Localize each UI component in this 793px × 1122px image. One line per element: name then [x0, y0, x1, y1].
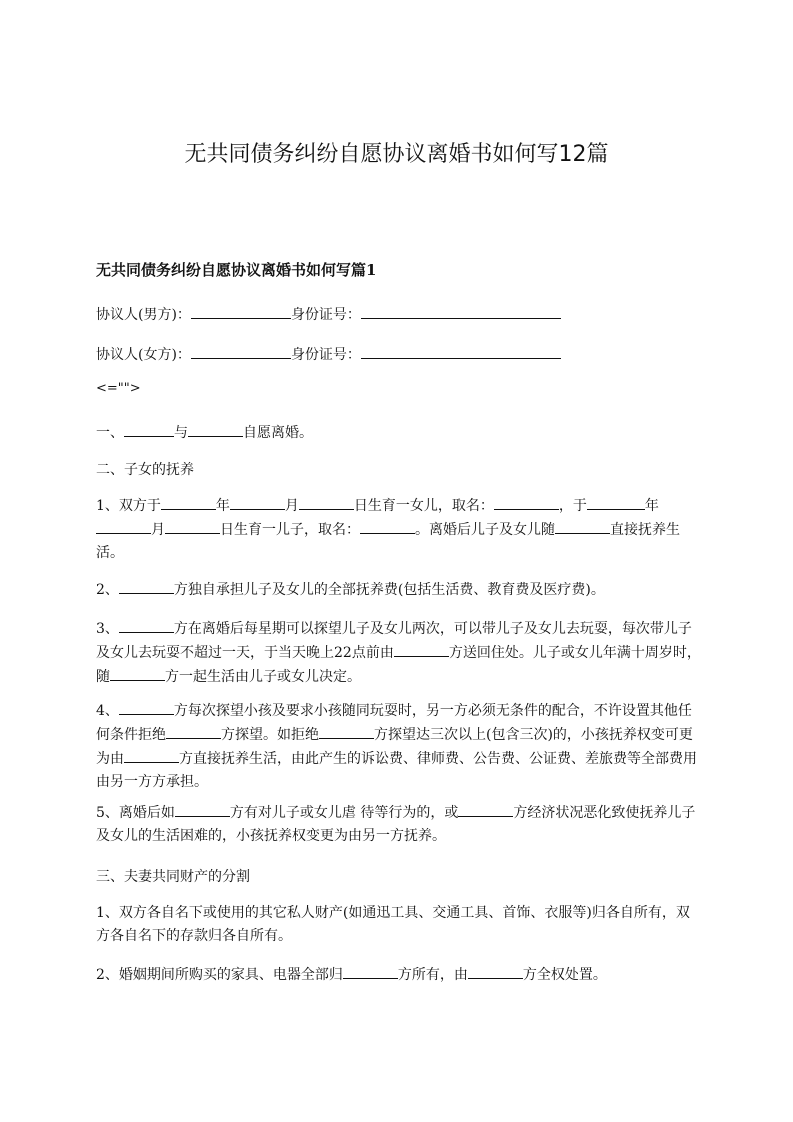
daughter-name-blank	[494, 494, 559, 510]
blank	[119, 699, 174, 715]
clause-text: ，于	[558, 498, 587, 514]
female-party-label: 协议人(女方)：	[96, 347, 191, 363]
blank	[394, 641, 449, 657]
clause-text: 方所有，由	[397, 967, 468, 983]
clause-text: 月	[151, 522, 165, 538]
section-title: 无共同债务纠纷自愿协议离婚书如何写篇1	[96, 261, 377, 279]
blank	[96, 518, 151, 534]
clause-text: 方送回住处。儿子或女儿年满十周岁时，随	[96, 645, 701, 685]
clause-text: 日生育一儿子，取名：	[220, 522, 360, 538]
article-1-text: 自愿离婚。	[243, 425, 313, 441]
article-1-connector: 与	[174, 425, 188, 441]
clause-text: 2、婚姻期间所购买的家具、电器全部归	[96, 967, 343, 983]
blank	[230, 494, 285, 510]
son-name-blank	[360, 518, 415, 534]
article-1-number: 一、	[96, 425, 124, 441]
clause-text: 方有对儿子或女儿虐 待等行为的，或	[229, 805, 459, 821]
female-id-label: 身份证号：	[290, 347, 361, 363]
blank	[161, 494, 216, 510]
clause-text: 年	[644, 498, 659, 514]
blank	[119, 578, 174, 594]
male-name-blank	[191, 303, 291, 319]
female-name-blank	[191, 343, 291, 359]
clause-text: 月	[284, 498, 299, 514]
blank	[319, 723, 374, 739]
clause-text: 日生育一女儿，取名：	[353, 498, 494, 514]
clause-text: 年	[215, 498, 230, 514]
stray-markup-text: <="">	[96, 381, 141, 396]
clause-text: 方全权处置。	[522, 967, 607, 983]
clause-number: 3、	[96, 621, 119, 637]
blank	[124, 421, 174, 437]
male-party-label: 协议人(男方)：	[96, 307, 191, 323]
clause-number: 2、	[96, 582, 119, 598]
blank	[166, 723, 221, 739]
article-2-heading: 二、子女的抚养	[96, 462, 194, 478]
female-party-line	[96, 343, 702, 367]
clause-text: 方探望。如拒绝	[221, 727, 319, 743]
clause-2-3	[96, 617, 702, 689]
male-party-line	[96, 303, 702, 327]
male-id-blank	[361, 303, 561, 319]
clause-text: 方独自承担儿子及女儿的全部抚养费(包括生活费、教育费及医疗费)。	[173, 582, 605, 598]
document-title: 无共同债务纠纷自愿协议离婚书如何写12篇	[184, 142, 609, 167]
blank	[119, 617, 174, 633]
blank	[458, 801, 513, 817]
blank	[110, 665, 165, 681]
clause-text: 方直接抚养生活，由此产生的诉讼费、律师费、公告费、公证费、差旅费等全部费用由另一方方承担。	[96, 751, 697, 790]
blank	[175, 801, 230, 817]
clause-text: 。离婚后儿子及女儿随	[415, 522, 555, 538]
female-id-blank	[361, 343, 561, 359]
blank	[124, 747, 179, 763]
clause-2-1	[96, 494, 702, 565]
clause-text: 1、双方于	[96, 498, 161, 514]
article-3-heading: 三、夫妻共同财产的分割	[96, 869, 250, 885]
clause-text: 直接抚养生活。	[96, 522, 680, 561]
clause-text: 方探望达三次以上(包含三次)的，小孩抚养权变可更为由	[96, 727, 693, 767]
clause-number: 4、	[96, 703, 119, 719]
clause-text: 方每次探望小孩及要求小孩随同玩耍时，另一方必须无条件的配合，不许设置其他任何条件拒绝	[96, 703, 692, 743]
article-1	[96, 421, 702, 445]
clause-text: 方在离婚后每星期可以探望儿子及女儿两次，可以带儿子及女儿去玩耍，每次带儿子及女儿去玩耍不超过一天，于当天晚上22点前由	[96, 621, 692, 661]
blank	[468, 963, 523, 979]
blank	[587, 494, 645, 510]
clause-3-2	[96, 963, 702, 987]
clause-2-5	[96, 801, 702, 848]
clause-text: 5、离婚后如	[96, 805, 175, 821]
blank	[299, 494, 354, 510]
blank	[555, 518, 610, 534]
clause-text: 方一起生活由儿子或女儿决定。	[165, 669, 361, 685]
blank	[188, 421, 243, 437]
clause-text: 方经济状况恶化致使抚养儿子及女儿的生活困难的，小孩抚养权变更为由另一方抚养。	[96, 805, 696, 844]
clause-3-1: 1、双方各自名下或使用的其它私人财产(如通迅工具、交通工具、首饰、衣服等)归各自所有，双方各自名下的存款归各自所有。	[96, 905, 690, 944]
blank	[165, 518, 220, 534]
male-id-label: 身份证号：	[290, 307, 361, 323]
clause-2-4	[96, 699, 702, 794]
clause-2-2	[96, 578, 702, 602]
blank	[343, 963, 398, 979]
